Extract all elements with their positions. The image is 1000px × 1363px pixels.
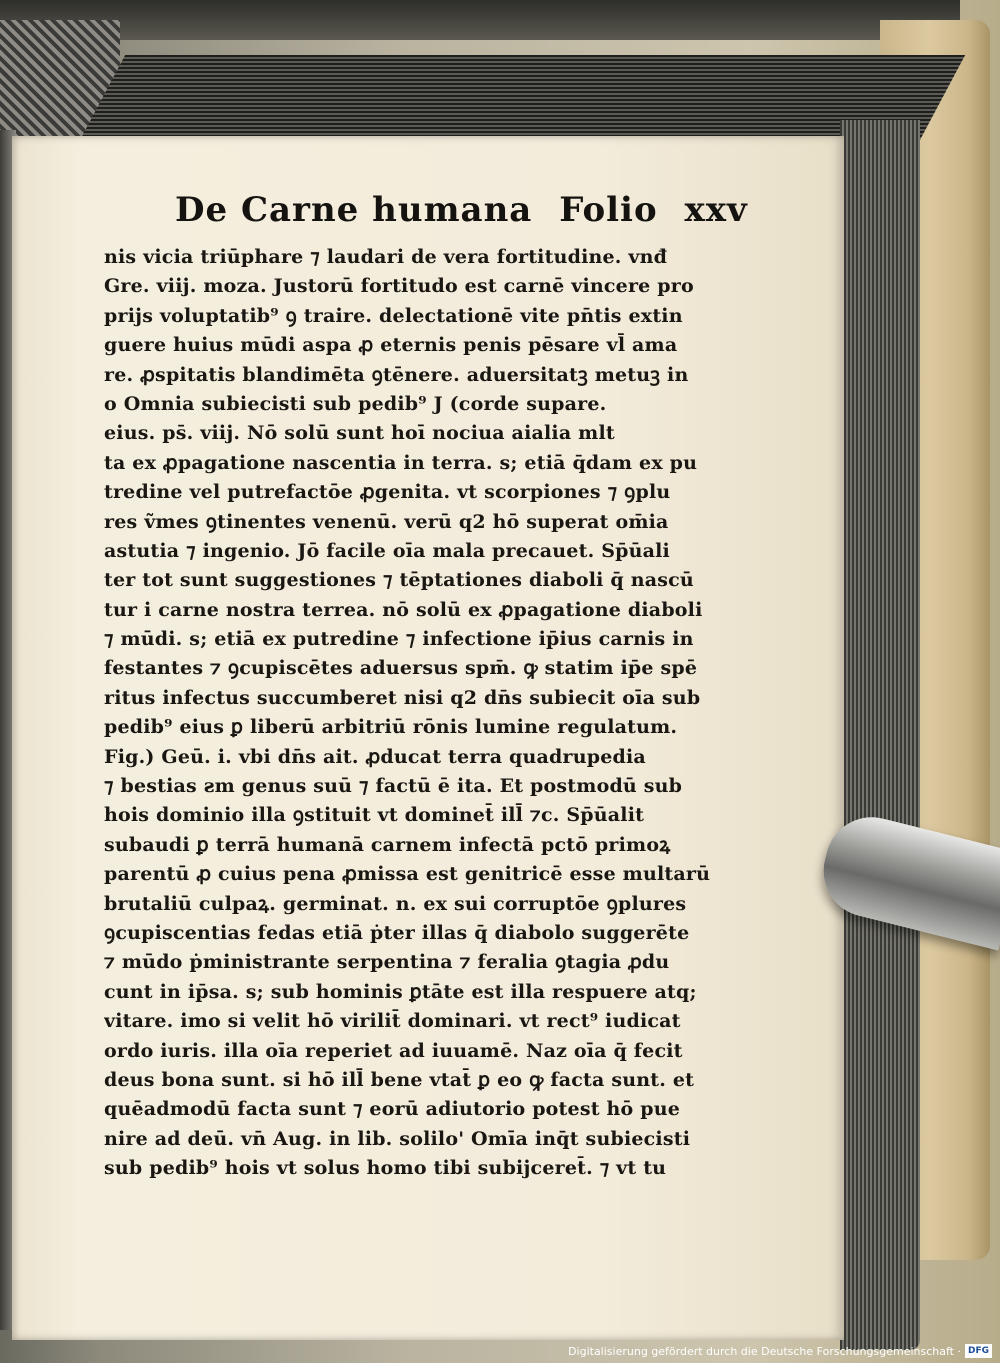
- text-line: tur i carne nostra terrea. nō solū ex ꝓpagatione diaboli: [104, 598, 703, 621]
- digitization-credit: [568, 1343, 992, 1359]
- text-line: deus bona sunt. si hō ill̄ bene vtat̄ ꝑ eo ꝙ facta sunt. et: [104, 1068, 695, 1091]
- running-head-title: De Carne humana: [175, 190, 533, 230]
- text-line: guere huius mūdi aspa ꝓ eternis penis pēsare vl̄ ama: [104, 334, 678, 357]
- text-line: re. ꝓspitatis blandimēta ꝯtēnere. aduersitatꝫ metuꝫ in: [104, 363, 689, 386]
- text-line: ritus infectus succumberet nisi q2 dn̄s subiecit oīa sub: [104, 686, 701, 709]
- text-line: ⁊ mūdi. s; etiā ex putredine ⁊ infectione ip̄ius carnis in: [104, 628, 694, 651]
- folio-label: Folio: [559, 190, 658, 230]
- text-line: parentū ꝓ cuius pena ꝓmissa est genitricē esse multarū: [104, 863, 711, 886]
- text-line: res ṽmes ꝯtinentes venenū. verū q2 hō superat om̄ia: [104, 510, 669, 533]
- text-line: cunt in ip̄sa. s; sub hominis ꝑtāte est illa respuere atq;: [104, 980, 697, 1003]
- text-line: astutia ⁊ ingenio. Jō facile oīa mala precauet. Sp̄ūali: [104, 539, 670, 562]
- text-line: ta ex ꝓpagatione nascentia in terra. s; etiā q̄dam ex pu: [104, 451, 698, 474]
- folio-number: xxv: [684, 190, 748, 230]
- text-line: prijs voluptatib⁹ ꝯ traire. delectationē vite pn̄tis extin: [104, 304, 683, 327]
- text-line: Gre. viij. moza. Justorū fortitudo est carnē vincere pro: [104, 275, 694, 298]
- text-line: quēadmodū facta sunt ⁊ eorū adiutorio potest hō pue: [104, 1098, 680, 1121]
- page-stack-edge: [840, 120, 920, 1350]
- text-line: subaudi ꝑ terrā humanā carnem infectā pctō primoꝝ: [104, 833, 671, 856]
- credit-text: Digitalisierung gefördert durch die Deutsche Forschungsgemeinschaft ·: [568, 1344, 961, 1358]
- text-line: ⁊ bestias ƨm genus suū ⁊ factū ē ita. Et postmodū sub: [104, 775, 683, 798]
- text-block: [104, 243, 720, 1184]
- text-line: ordo iuris. illa oīa reperiet ad iuuamē. Naz oīa q̄ fecit: [104, 1039, 683, 1062]
- text-line: o Omnia subiecisti sub pedib⁹ J (corde supare.: [104, 392, 607, 415]
- text-line: eius. ps̄. viij. Nō solū sunt hoī nociua aialia mlt: [104, 422, 615, 445]
- text-line: hois dominio illa ꝯstituit vt dominet̄ ill̄ ⁊c. Sp̄ūalit: [104, 804, 645, 827]
- dfg-logo: DFG: [965, 1344, 992, 1358]
- text-line: Fig.) Geū. i. vbi dn̄s ait. ꝓducat terra quadrupedia: [104, 745, 646, 768]
- text-line: sub pedib⁹ hois vt solus homo tibi subijceret̄. ⁊ vt tu: [104, 1157, 667, 1180]
- text-line: nire ad deū. vn̄ Aug. in lib. solilo' Omīa inq̄t subiecisti: [104, 1127, 691, 1150]
- text-line: tredine vel putrefactōe ꝓgenita. vt scorpiones ⁊ ꝯplu: [104, 481, 671, 504]
- text-line: ꝯcupiscentias fedas etiā ṗter illas q̄ diabolo suggerēte: [104, 921, 690, 944]
- text-line: vitare. imo si velit hō virilit̄ dominari. vt rect⁹ iudicat: [104, 1010, 681, 1033]
- text-line: ter tot sunt suggestiones ⁊ tēptationes diaboli q̄ nascū: [104, 569, 694, 592]
- page-stack-top: [80, 55, 965, 140]
- text-line: pedib⁹ eius ꝑ liberū arbitriū rōnis lumine regulatum.: [104, 716, 678, 739]
- cover-top-edge: [0, 0, 960, 40]
- text-line: festantes ⁊ ꝯcupiscētes aduersus spm̄. ꝙ statim ip̄e spē: [104, 657, 698, 680]
- text-line: nis vicia triūphare ⁊ laudari de vera fortitudine. vnđ: [104, 246, 668, 268]
- text-line: brutaliū culpaꝝ. germinat. n. ex sui corruptōe ꝯplures: [104, 892, 687, 915]
- text-line: ⁊ mūdo ṗministrante serpentina ⁊ feralia ꝯtagia ꝓdu: [104, 951, 670, 974]
- running-head: [175, 190, 748, 238]
